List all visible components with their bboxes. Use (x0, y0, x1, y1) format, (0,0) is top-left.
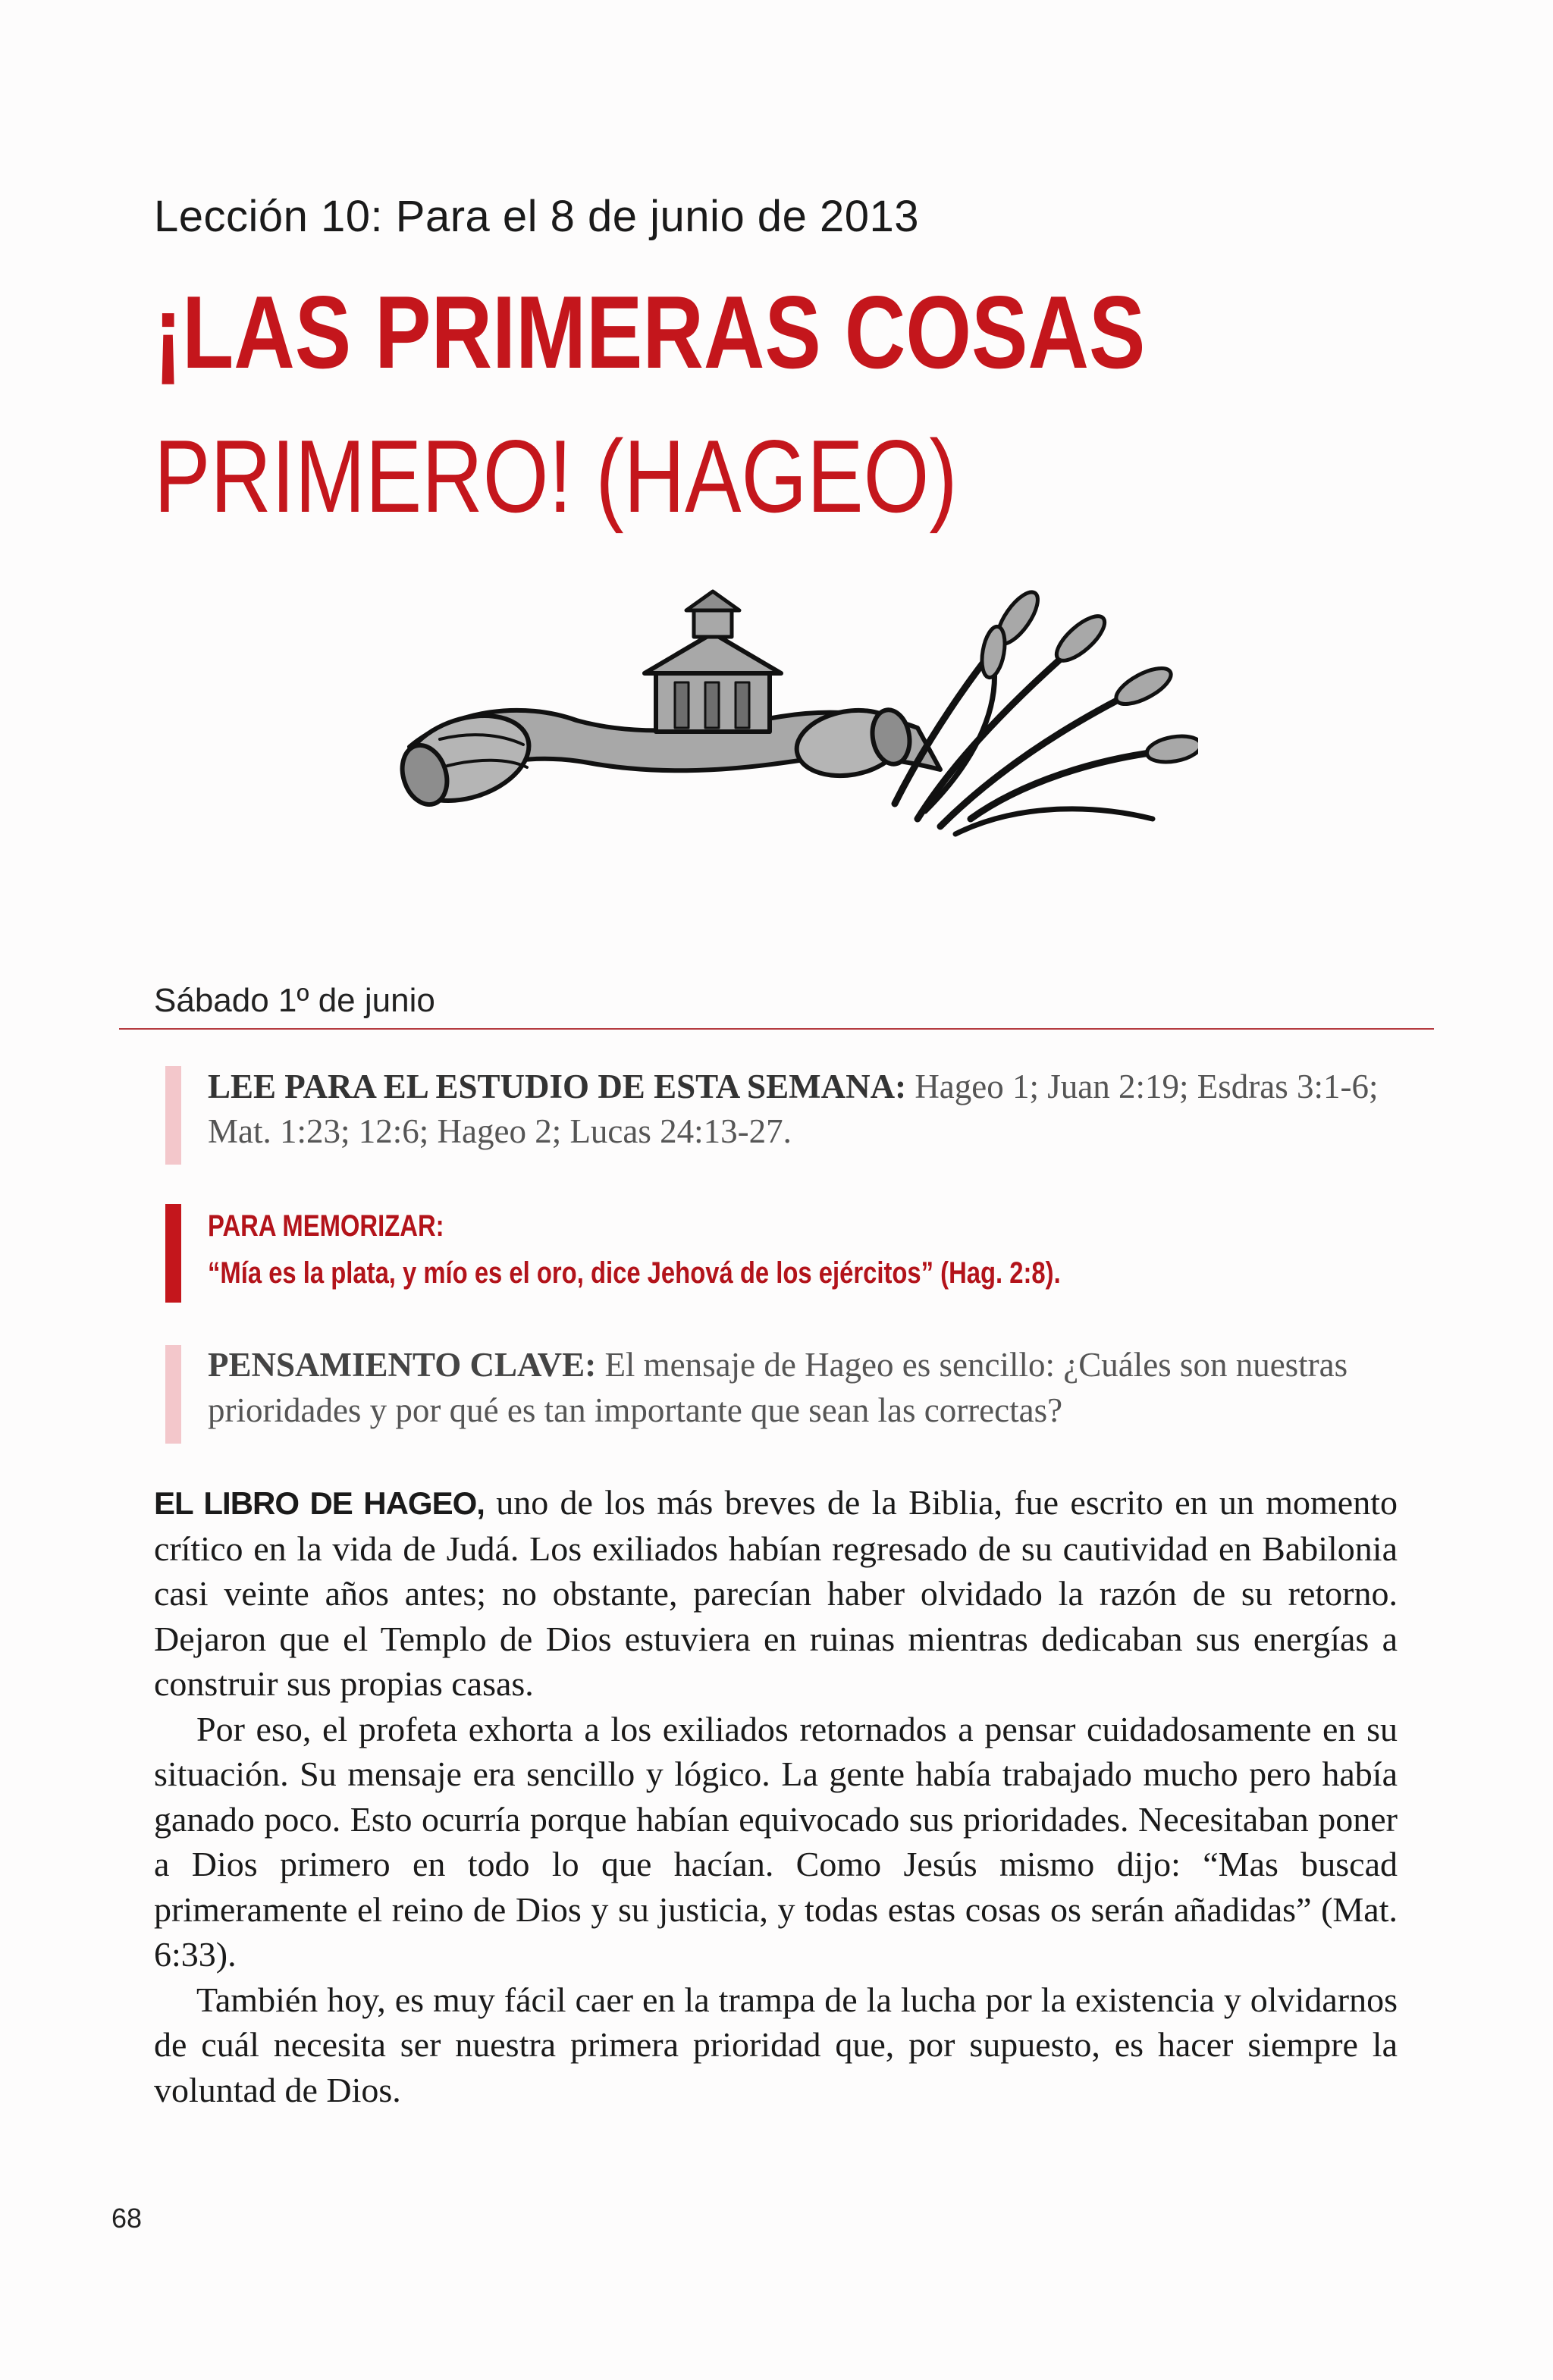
page-number: 68 (111, 2203, 143, 2234)
memory-verse-text (208, 1203, 1409, 1297)
weekly-reading-lead: LEE PARA EL ESTUDIO DE ESTA SEMANA: (208, 1068, 907, 1105)
lesson-title-line-2: PRIMERO! (HAGEO) (154, 419, 958, 534)
weekly-reading-callout (165, 1066, 1409, 1165)
callout-bar (165, 1204, 181, 1303)
book-lead: EL LIBRO DE HAGEO, (154, 1485, 485, 1521)
key-thought-body: El mensaje de Hageo es sencillo: ¿Cuáles son nuestras prioridades y por qué es tan importante que sean las correctas? (208, 1346, 1348, 1429)
lesson-title-line-1: ¡LAS PRIMERAS COSAS (154, 274, 1146, 390)
memory-verse-callout (165, 1204, 1409, 1303)
callout-bar (165, 1345, 181, 1444)
lesson-body (154, 1480, 1398, 2112)
body-paragraph-2: Por eso, el profeta exhorta a los exiliados retornados a pensar cuidadosamente en su situación. Su mensaje era sencillo y lógico. La gente había trabajado mucho pero había ganado poco. Esto ocurría porque habían equivocado sus prioridades. Necesitaban poner a Dios primero en todo lo que hacían. Como Jesús mismo dijo: “Mas buscad primeramente el reino de Dios y su justicia, y todas estas cosas os serán añadidas” (Mat. 6:33). (154, 1709, 1398, 1974)
lesson-subtitle: Lección 10: Para el 8 de junio de 2013 (154, 192, 919, 241)
memory-verse: “Mía es la plata, y mío es el oro, dice Jehová de los ejércitos” (Hag. 2:8). (208, 1256, 1061, 1290)
day-label: Sábado 1º de junio (154, 982, 435, 1019)
key-thought-lead: PENSAMIENTO CLAVE: (208, 1346, 597, 1384)
key-thought-callout (165, 1345, 1409, 1444)
weekly-reading-text (208, 1065, 1409, 1154)
body-paragraph-3: También hoy, es muy fácil caer en la trampa de la lucha por la existencia y olvidarnos de cuál necesita ser nuestra primera prioridad que, por supuesto, es hacer siempre la voluntad de Dios. (154, 1980, 1398, 2109)
body-paragraph-1 (154, 1480, 1398, 1707)
callout-bar (165, 1066, 181, 1165)
temple-scroll-wheat-illustration (394, 576, 1198, 849)
memory-verse-lead: PARA MEMORIZAR: (208, 1209, 444, 1243)
key-thought-text (208, 1342, 1409, 1433)
body-paragraph-1-text: uno de los más breves de la Biblia, fue escrito en un momento crítico en la vida de Judá. Los exiliados habían regresado de su cautividad en Babilonia casi veinte años antes; no obstante, parecían haber olvidado la razón de su retorno. Dejaron que el Templo de Dios estuviera en ruinas mientras dedicaban sus energías a construir sus propias casas. (154, 1483, 1398, 1703)
weekly-reading-references: Hageo 1; Juan 2:19; Esdras 3:1-6; Mat. 1:23; 12:6; Hageo 2; Lucas 24:13-27. (208, 1068, 1379, 1150)
section-divider (119, 1028, 1434, 1030)
